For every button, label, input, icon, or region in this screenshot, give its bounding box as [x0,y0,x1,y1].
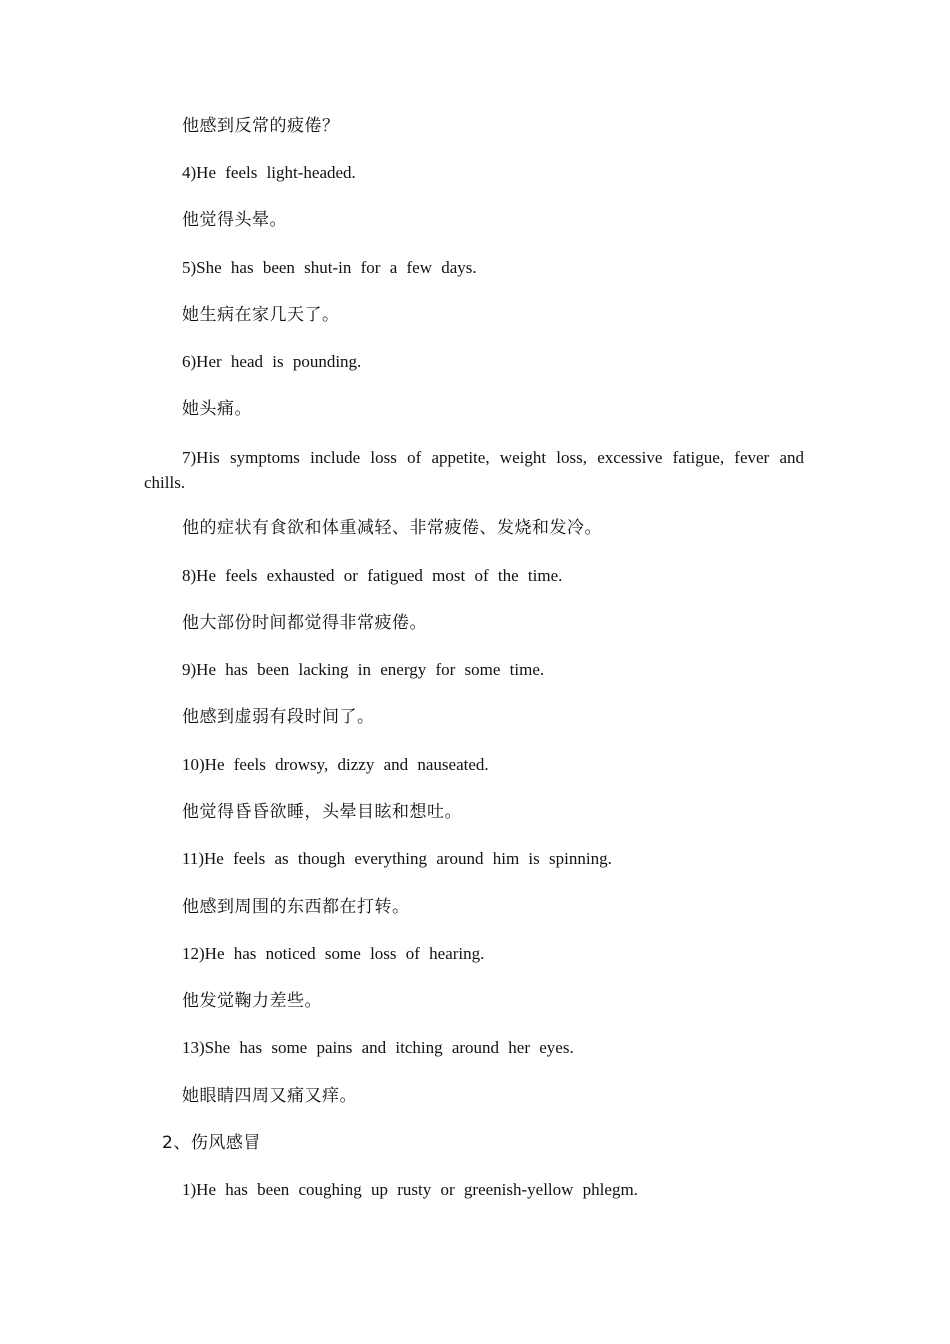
text-line: 4)He feels light-headed. [182,163,356,182]
text-line: 他感到周围的东西都在打转。 [182,897,410,917]
text-line: 她头痛。 [182,399,252,419]
text-line: 13)She has some pains and itching around her eyes. [182,1038,574,1057]
text-line: 8)He feels exhausted or fatigued most of the time. [182,566,563,585]
section-heading: 2、伤风感冒 [162,1133,261,1153]
text-line: 11)He feels as though everything around him is spinning. [182,849,612,868]
text-line: 他觉得头晕。 [182,210,287,230]
text-line: 她生病在家几天了。 [182,305,340,325]
text-line: 10)He feels drowsy, dizzy and nauseated. [182,755,489,774]
text-line: 他觉得昏昏欲睡，头晕目眩和想吐。 [182,802,462,822]
text-line: 他感到反常的疲倦？ [182,116,340,136]
text-line: 5)She has been shut-in for a few days. [182,258,477,277]
text-line: 他的症状有食欲和体重减轻、非常疲倦、发烧和发冷。 [182,518,602,538]
text-line: 12)He has noticed some loss of hearing. [182,944,485,963]
text-line: 他发觉鞠力差些。 [182,991,322,1011]
text-line: 他大部份时间都觉得非常疲倦。 [182,613,427,633]
text-line: 她眼睛四周又痛又痒。 [182,1086,357,1106]
text-paragraph: 7)His symptoms include loss of appetite, weight loss, excessive fatigue, fever and chills. [144,448,804,492]
text-line: 他感到虚弱有段时间了。 [182,707,375,727]
text-line: 9)He has been lacking in energy for some time. [182,660,545,679]
text-line: 1)He has been coughing up rusty or greenish-yellow phlegm. [182,1180,638,1199]
text-line: 6)Her head is pounding. [182,352,362,371]
